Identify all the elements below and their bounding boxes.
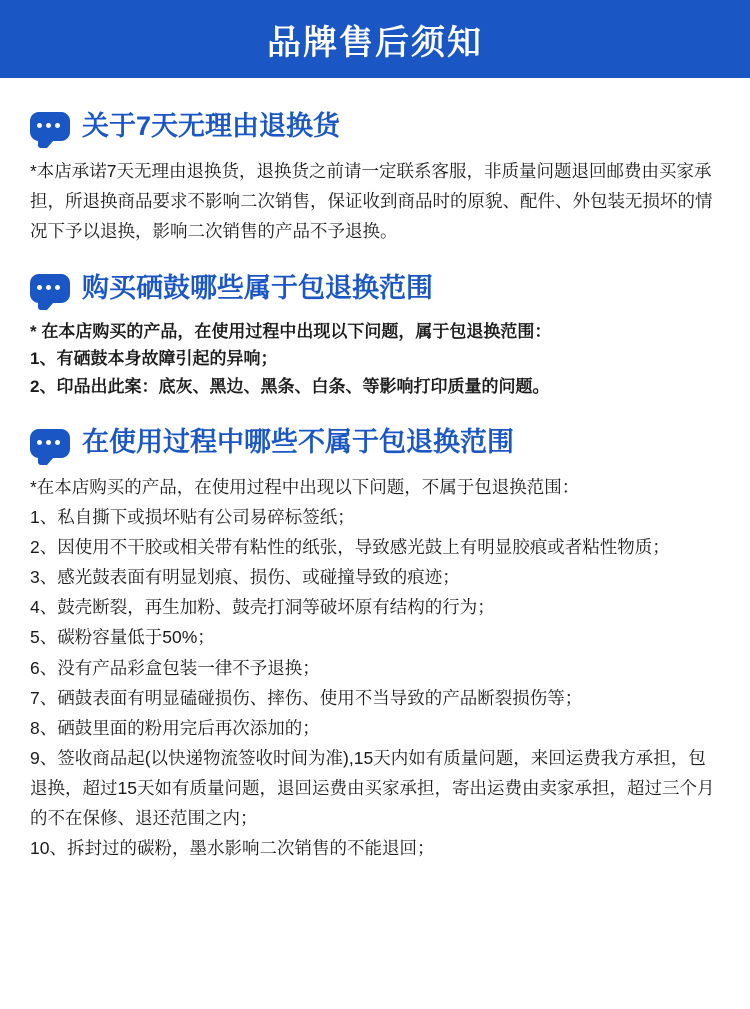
section-body (30, 472, 720, 863)
bubble-dots (37, 123, 60, 128)
section-title: 购买硒鼓哪些属于包退换范围 (82, 272, 433, 303)
notice-content (0, 112, 750, 863)
list-item: 2、因使用不干胶或相关带有粘性的纸张，导致感光鼓上有明显胶痕或者粘性物质； (30, 537, 670, 558)
section-excluded-scope (30, 428, 720, 863)
section-header (30, 428, 720, 458)
section-body (30, 156, 720, 246)
list-item: 4、鼓壳断裂，再生加粉、鼓壳打洞等破坏原有结构的行为； (30, 597, 495, 618)
list-item: 1、私自撕下或损坏贴有公司易碎标签纸； (30, 507, 355, 528)
bubble-dots (37, 440, 60, 445)
list-item: 10、拆封过的碳粉，墨水影响二次销售的不能退回； (30, 838, 435, 859)
speech-bubble-icon (30, 274, 70, 303)
list-item: 3、感光鼓表面有明显划痕、损伤、或碰撞导致的痕迹； (30, 567, 460, 588)
section-lead: *在本店购买的产品，在使用过程中出现以下问题，不属于包退换范围： (30, 476, 580, 497)
section-lead: * 在本店购买的产品，在使用过程中出现以下问题，属于包退换范围： (30, 321, 552, 341)
list-item: 9、签收商品起(以快递物流签收时间为准),15天内如有质量问题，来回运费我方承担，包退换，超过15天如有质量问题，退回运费由买家承担，寄出运费由卖家承担，超过三个月的不在保修、退还范围之内； (30, 747, 715, 828)
bubble-dots (37, 285, 60, 290)
section-header (30, 112, 720, 142)
list-item: 8、硒鼓里面的粉用完后再次添加的； (30, 717, 320, 738)
page-banner (0, 0, 750, 78)
list-item: 7、硒鼓表面有明显磕碰损伤、摔伤、使用不当导致的产品断裂损伤等； (30, 687, 583, 708)
speech-bubble-icon (30, 429, 70, 458)
paragraph: *本店承诺7天无理由退换货，退换货之前请一定联系客服，非质量问题退回邮费由买家承担，所退换商品要求不影响二次销售，保证收到商品时的原貌、配件、外包装无损坏的情况下予以退换，影响二次销售的产品不予退换。 (30, 160, 713, 241)
section-title: 关于7天无理由退换货 (82, 111, 341, 141)
list-item: 5、碳粉容量低于50%； (30, 627, 215, 648)
section-return-policy (30, 112, 720, 246)
section-covered-scope (30, 274, 720, 400)
section-body (30, 318, 720, 401)
section-header (30, 274, 720, 304)
section-title: 在使用过程中哪些不属于包退换范围 (82, 427, 514, 458)
page-title: 品牌售后须知 (267, 23, 483, 62)
list-item: 1、有硒鼓本身故障引起的异响； (30, 349, 278, 369)
list-item: 6、没有产品彩盒包装一律不予退换； (30, 657, 320, 678)
list-item: 2、印品出此案：底灰、黑边、黑条、白条、等影响打印质量的问题。 (30, 376, 550, 396)
speech-bubble-icon (30, 112, 70, 141)
